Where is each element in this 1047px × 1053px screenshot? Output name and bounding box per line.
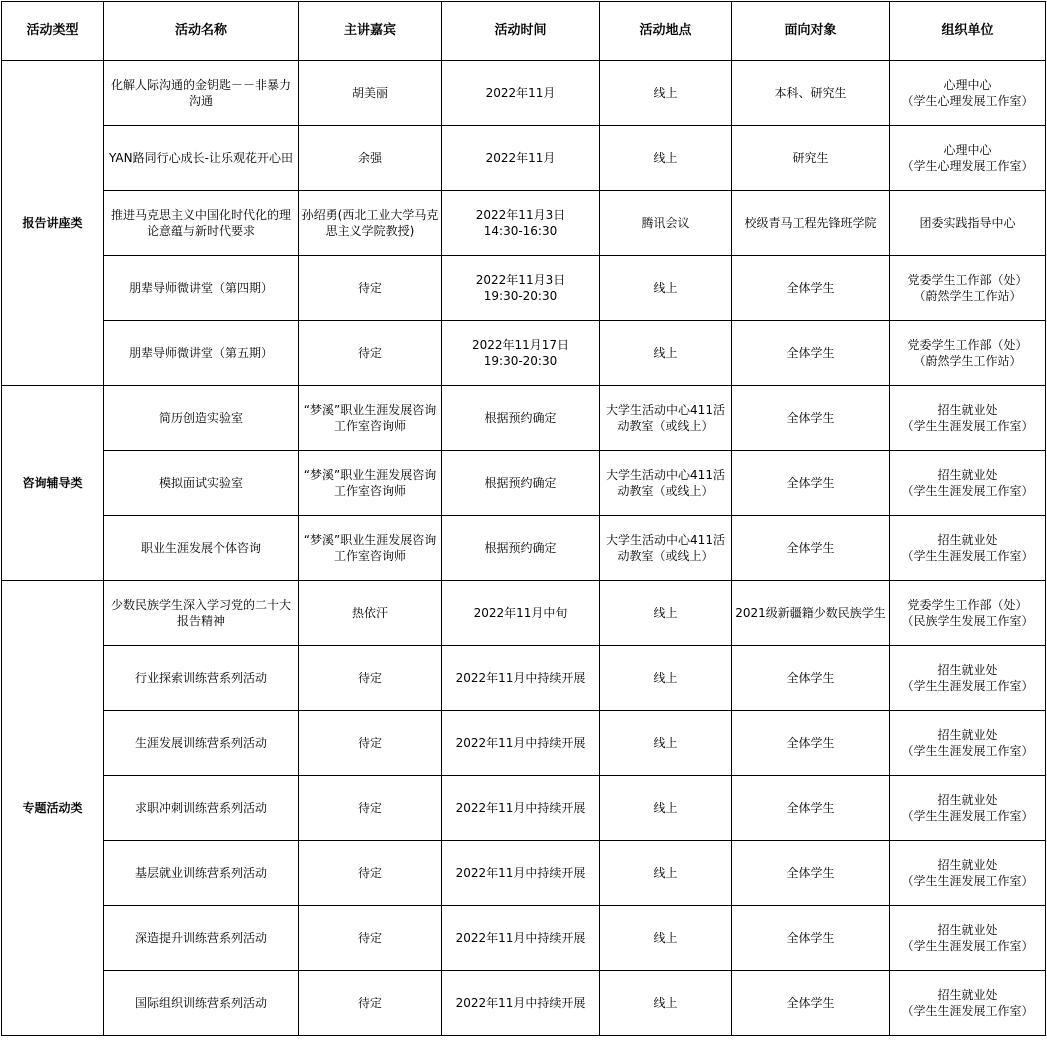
activity-time: 2022年11月中持续开展 bbox=[442, 971, 600, 1036]
activity-name: 深造提升训练营系列活动 bbox=[104, 906, 299, 971]
table-row bbox=[2, 711, 1046, 776]
activity-speaker: “梦溪”职业生涯发展咨询工作室咨询师 bbox=[299, 451, 442, 516]
activity-name: 简历创造实验室 bbox=[104, 386, 299, 451]
organizer-line: 招生就业处 bbox=[937, 858, 998, 872]
activity-name: 基层就业训练营系列活动 bbox=[104, 841, 299, 906]
activity-location: 线上 bbox=[600, 971, 732, 1036]
table-row bbox=[2, 321, 1046, 386]
organizer-line: （学生生涯发展工作室） bbox=[901, 484, 1034, 498]
activity-name: 化解人际沟通的金钥匙－－非暴力沟通 bbox=[104, 61, 299, 126]
time-line: 19:30-20:30 bbox=[483, 354, 558, 368]
activity-speaker: 待定 bbox=[299, 971, 442, 1036]
organizer-line: 心理中心 bbox=[943, 143, 992, 157]
header-name: 活动名称 bbox=[104, 2, 299, 61]
table-row bbox=[2, 516, 1046, 581]
activity-speaker: 孙绍勇(西北工业大学马克思主义学院教授) bbox=[299, 191, 442, 256]
activity-organizer bbox=[890, 386, 1046, 451]
activity-time: 根据预约确定 bbox=[442, 516, 600, 581]
activity-speaker: 胡美丽 bbox=[299, 61, 442, 126]
organizer-line: 心理中心 bbox=[943, 78, 992, 92]
organizer-line: （学生生涯发展工作室） bbox=[901, 1004, 1034, 1018]
activity-audience: 本科、研究生 bbox=[732, 61, 890, 126]
activity-name: 求职冲刺训练营系列活动 bbox=[104, 776, 299, 841]
activity-location: 线上 bbox=[600, 581, 732, 646]
activity-audience: 研究生 bbox=[732, 126, 890, 191]
organizer-line: 党委学生工作部（处） bbox=[907, 598, 1028, 612]
activity-location: 线上 bbox=[600, 776, 732, 841]
activity-name: 朋辈导师微讲堂（第四期） bbox=[104, 256, 299, 321]
organizer-line: （学生生涯发展工作室） bbox=[901, 939, 1034, 953]
activity-audience: 全体学生 bbox=[732, 256, 890, 321]
organizer-line: （民族学生发展工作室） bbox=[901, 614, 1034, 628]
organizer-line: 招生就业处 bbox=[937, 728, 998, 742]
table-row bbox=[2, 776, 1046, 841]
activity-audience: 全体学生 bbox=[732, 321, 890, 386]
activity-time: 根据预约确定 bbox=[442, 451, 600, 516]
table-row bbox=[2, 256, 1046, 321]
activity-speaker: 待定 bbox=[299, 321, 442, 386]
activity-audience: 全体学生 bbox=[732, 451, 890, 516]
activity-organizer bbox=[890, 451, 1046, 516]
activity-time: 2022年11月 bbox=[442, 61, 600, 126]
activity-location: 线上 bbox=[600, 126, 732, 191]
category-cell: 专题活动类 bbox=[2, 581, 104, 1036]
activity-name: 少数民族学生深入学习党的二十大报告精神 bbox=[104, 581, 299, 646]
activity-location: 大学生活动中心411活动教室（或线上） bbox=[600, 451, 732, 516]
activity-location: 线上 bbox=[600, 646, 732, 711]
table-row bbox=[2, 126, 1046, 191]
table-row bbox=[2, 451, 1046, 516]
organizer-line: 党委学生工作部（处） bbox=[907, 273, 1028, 287]
activity-organizer bbox=[890, 646, 1046, 711]
activity-audience: 全体学生 bbox=[732, 516, 890, 581]
activity-location: 线上 bbox=[600, 61, 732, 126]
organizer-line: （学生心理发展工作室） bbox=[901, 94, 1034, 108]
activity-name: 模拟面试实验室 bbox=[104, 451, 299, 516]
activity-location: 线上 bbox=[600, 841, 732, 906]
time-line: 2022年11月3日 bbox=[475, 273, 566, 287]
time-line: 19:30-20:30 bbox=[483, 289, 558, 303]
organizer-line: （蔚然学生工作站） bbox=[913, 354, 1022, 368]
activity-audience: 全体学生 bbox=[732, 971, 890, 1036]
activity-name: YAN路同行心成长-让乐观花开心田 bbox=[104, 126, 299, 191]
activity-organizer bbox=[890, 581, 1046, 646]
activity-schedule-table bbox=[1, 1, 1046, 1036]
activity-time: 2022年11月中持续开展 bbox=[442, 841, 600, 906]
table-row bbox=[2, 646, 1046, 711]
organizer-line: （学生生涯发展工作室） bbox=[901, 679, 1034, 693]
activity-speaker: 余强 bbox=[299, 126, 442, 191]
activity-speaker: 待定 bbox=[299, 776, 442, 841]
table-row bbox=[2, 906, 1046, 971]
activity-name: 生涯发展训练营系列活动 bbox=[104, 711, 299, 776]
table-row bbox=[2, 581, 1046, 646]
organizer-line: 招生就业处 bbox=[937, 663, 998, 677]
activity-organizer bbox=[890, 256, 1046, 321]
activity-speaker: 待定 bbox=[299, 646, 442, 711]
activity-time: 2022年11月中旬 bbox=[442, 581, 600, 646]
table-row bbox=[2, 61, 1046, 126]
activity-organizer bbox=[890, 321, 1046, 386]
activity-time: 2022年11月中持续开展 bbox=[442, 906, 600, 971]
header-time: 活动时间 bbox=[442, 2, 600, 61]
activity-organizer bbox=[890, 711, 1046, 776]
table-row bbox=[2, 841, 1046, 906]
activity-organizer bbox=[890, 906, 1046, 971]
time-line: 14:30-16:30 bbox=[483, 224, 558, 238]
activity-organizer bbox=[890, 126, 1046, 191]
category-cell: 报告讲座类 bbox=[2, 61, 104, 386]
activity-location: 大学生活动中心411活动教室（或线上） bbox=[600, 386, 732, 451]
activity-time bbox=[442, 191, 600, 256]
activity-speaker: “梦溪”职业生涯发展咨询工作室咨询师 bbox=[299, 516, 442, 581]
activity-speaker: 待定 bbox=[299, 841, 442, 906]
organizer-line: （蔚然学生工作站） bbox=[913, 289, 1022, 303]
organizer-line: （学生生涯发展工作室） bbox=[901, 874, 1034, 888]
table-row bbox=[2, 386, 1046, 451]
activity-organizer bbox=[890, 841, 1046, 906]
activity-time bbox=[442, 256, 600, 321]
activity-name: 行业探索训练营系列活动 bbox=[104, 646, 299, 711]
organizer-line: 招生就业处 bbox=[937, 533, 998, 547]
header-location: 活动地点 bbox=[600, 2, 732, 61]
table-row bbox=[2, 191, 1046, 256]
activity-organizer bbox=[890, 776, 1046, 841]
organizer-line: （学生生涯发展工作室） bbox=[901, 419, 1034, 433]
header-type: 活动类型 bbox=[2, 2, 104, 61]
activity-location: 腾讯会议 bbox=[600, 191, 732, 256]
organizer-line: （学生生涯发展工作室） bbox=[901, 744, 1034, 758]
organizer-line: （学生心理发展工作室） bbox=[901, 159, 1034, 173]
organizer-line: 招生就业处 bbox=[937, 923, 998, 937]
header-audience: 面向对象 bbox=[732, 2, 890, 61]
organizer-line: 招生就业处 bbox=[937, 468, 998, 482]
organizer-line: （学生生涯发展工作室） bbox=[901, 809, 1034, 823]
activity-name: 推进马克思主义中国化时代化的理论意蕴与新时代要求 bbox=[104, 191, 299, 256]
organizer-line: 招生就业处 bbox=[937, 988, 998, 1002]
table-row bbox=[2, 971, 1046, 1036]
activity-name: 职业生涯发展个体咨询 bbox=[104, 516, 299, 581]
activity-location: 线上 bbox=[600, 906, 732, 971]
organizer-line: 党委学生工作部（处） bbox=[907, 338, 1028, 352]
activity-organizer bbox=[890, 61, 1046, 126]
activity-time: 2022年11月中持续开展 bbox=[442, 646, 600, 711]
activity-audience: 全体学生 bbox=[732, 386, 890, 451]
activity-time: 2022年11月中持续开展 bbox=[442, 711, 600, 776]
activity-organizer bbox=[890, 971, 1046, 1036]
activity-name: 朋辈导师微讲堂（第五期） bbox=[104, 321, 299, 386]
activity-time: 根据预约确定 bbox=[442, 386, 600, 451]
activity-speaker: 热依汗 bbox=[299, 581, 442, 646]
activity-organizer bbox=[890, 516, 1046, 581]
organizer-line: （学生生涯发展工作室） bbox=[901, 549, 1034, 563]
activity-speaker: “梦溪”职业生涯发展咨询工作室咨询师 bbox=[299, 386, 442, 451]
activity-time bbox=[442, 321, 600, 386]
category-cell: 咨询辅导类 bbox=[2, 386, 104, 581]
activity-audience: 全体学生 bbox=[732, 646, 890, 711]
organizer-line: 招生就业处 bbox=[937, 793, 998, 807]
header-organizer: 组织单位 bbox=[890, 2, 1046, 61]
activity-audience: 校级青马工程先锋班学院 bbox=[732, 191, 890, 256]
time-line: 2022年11月17日 bbox=[471, 338, 570, 352]
activity-audience: 全体学生 bbox=[732, 711, 890, 776]
activity-location: 线上 bbox=[600, 711, 732, 776]
activity-time: 2022年11月 bbox=[442, 126, 600, 191]
activity-speaker: 待定 bbox=[299, 906, 442, 971]
activity-organizer: 团委实践指导中心 bbox=[890, 191, 1046, 256]
activity-name: 国际组织训练营系列活动 bbox=[104, 971, 299, 1036]
header-speaker: 主讲嘉宾 bbox=[299, 2, 442, 61]
activity-location: 大学生活动中心411活动教室（或线上） bbox=[600, 516, 732, 581]
activity-audience: 全体学生 bbox=[732, 776, 890, 841]
activity-audience: 全体学生 bbox=[732, 841, 890, 906]
activity-time: 2022年11月中持续开展 bbox=[442, 776, 600, 841]
organizer-line: 招生就业处 bbox=[937, 403, 998, 417]
activity-speaker: 待定 bbox=[299, 711, 442, 776]
activity-audience: 全体学生 bbox=[732, 906, 890, 971]
table-header-row bbox=[2, 2, 1046, 61]
activity-location: 线上 bbox=[600, 321, 732, 386]
time-line: 2022年11月3日 bbox=[475, 208, 566, 222]
activity-location: 线上 bbox=[600, 256, 732, 321]
activity-audience: 2021级新疆籍少数民族学生 bbox=[732, 581, 890, 646]
activity-speaker: 待定 bbox=[299, 256, 442, 321]
